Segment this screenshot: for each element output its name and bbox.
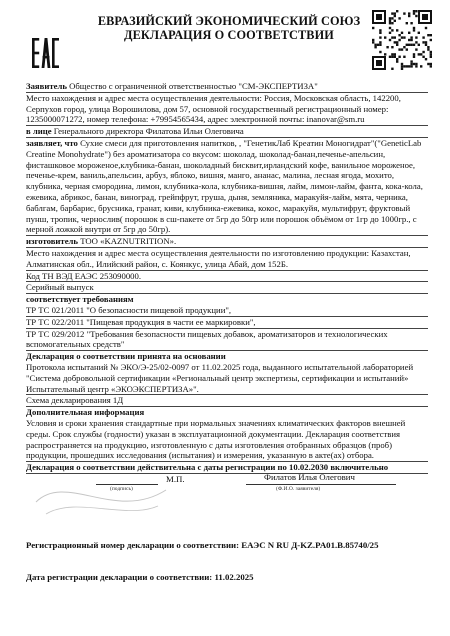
header [0, 0, 450, 80]
manufacturer-label: изготовитель [26, 236, 79, 247]
representative-row [26, 126, 428, 138]
applicant-address: Место нахождения и адрес места осуществления деятельности: Россия, Московская область, 142200, Серпухов город, улица Ворошилова, дом 57, основной государственный регистрационный номер: 1235000071272, номер телефона: +79954565434, адрес электронной почты: inanovar@sm.ru [26, 93, 428, 126]
registration-date-label: Дата регистрации декларации о соответствии: [26, 572, 213, 582]
manufacturer-name: ТОО «KAZNUTRITION». [80, 236, 177, 247]
validity-statement: Декларация о соответствии действительна с даты регистрации по 10.02.2030 включительно [26, 462, 428, 474]
declaration-statement [26, 138, 428, 236]
requirements-label: соответствует требованиям [26, 294, 134, 305]
declaration-scheme: Схема декларирования 1Д [26, 395, 428, 407]
registration-date-row [26, 572, 428, 582]
registration-date: 11.02.2025 [214, 572, 254, 582]
qr-code-icon[interactable] [370, 8, 434, 72]
manufacturer-row [26, 236, 428, 248]
stamp-icon [26, 462, 176, 532]
requirement-item: ТР ТС 029/2012 "Требования безопасности пищевых добавок, ароматизаторов и технологических вспомогательных средств" [26, 329, 428, 352]
basis-text: Протокола испытаний № ЭКО/Э-25/02-0097 от 11.02.2025 года, выданного испытательной лабораторией "Система добровольной сертификации «Региональный центр экспертизы, сертификации и испытаний» Испытательный центр «ЭКОЭКСПЕРТИЗА»". [26, 362, 428, 395]
representative-name: Генерального директора Филатова Ильи Олеговича [53, 126, 244, 137]
signature-caption: (подпись) [110, 486, 133, 492]
registration-number: ЕАЭС N RU Д-KZ.PA01.B.85740/25 [241, 540, 379, 550]
additional-info-text: Условия и сроки хранения стандартные при нормальных значениях климатических факторов внешней среды. Срок службы (годности) указан в эксплуатационной документации. Декларация соответствия распространяется на продукцию, изготовленную с даты изготовления отобранных образцов (проб) продукции, прошедших исследования (испытания) и измерения, указанную в акте(ах) отбора. [26, 418, 428, 462]
name-caption: (Ф.И.О. заявителя) [276, 486, 321, 492]
requirement-item: ТР ТС 021/2011 "О безопасности пищевой продукции", [26, 305, 428, 317]
basis-label: Декларация о соответствии принята на основании [26, 351, 226, 362]
applicant-label: Заявитель [26, 81, 67, 91]
registration-number-label: Регистрационный номер декларации о соответствии: [26, 540, 240, 550]
representative-label: в лице [26, 126, 52, 137]
document-title [96, 14, 362, 42]
declaration-body [26, 81, 428, 474]
requirement-item: ТР ТС 022/2011 "Пищевая продукция в части ее маркировки", [26, 317, 428, 329]
mp-label: М.П. [166, 474, 185, 484]
tnved-code: Код ТН ВЭД ЕАЭС 253090000. [26, 271, 428, 283]
registration-number-row [26, 540, 428, 550]
applicant-name: Общество с ограниченной ответственностью "СМ-ЭКСПЕРТИЗА" [69, 81, 318, 91]
manufacturer-address: Место нахождения и адрес места осуществления деятельности по изготовлению продукции: Казахстан, Алматинская обл., Илийский район, с. Коянкус, улица Абай, дом 152Б. [26, 248, 428, 271]
signature-line [96, 484, 158, 485]
applicant-row [26, 81, 428, 93]
name-line [246, 484, 396, 485]
title-line-2: ДЕКЛАРАЦИЯ О СООТВЕТСТВИИ [124, 28, 334, 42]
product-description: Сухие смеси для приготовления напитков, , "ГенетикЛаб Креатин Моногидрат"("GeneticLab Creatine Monohydrate") без ароматизатора со вкусом: шоколад, шоколад-банан,печенье-апельсин, фисташковое мороженое,клубника-банан, шоколадный бисквит,ирландский кофе, ванильное мороженое, печенье-крем, ваниль,апельсин, арбуз, яблоко, вишня, манго, ананас, малина, лесная ягода, мохито, клубника, черная смородина, лимон, клубника-кола, клубника-вишня, лайм, лимон-лайм, фанта, кока-кола, ежевика, абрикос, банан, виноград, грейпфрут, груша, дыня, земляника, маракуйя-лайм, мята, черника, баблгам, барбарис, брусника, гранат, киви, клубника-ежевика, кокос, маракуйя, мультифрут, фруктовый пунш, тропик, чернослив( порошок в сш-пакете от 5гр до 50гр или порошок объёмом от 1гр до 1000гр., с мерной ложкой внутри от 5гр до 50гр). [26, 137, 423, 235]
declares-label: заявляет, что [26, 137, 78, 148]
title-line-1: ЕВРАЗИЙСКИЙ ЭКОНОМИЧЕСКИЙ СОЮЗ [97, 14, 361, 28]
signature-block [26, 462, 428, 522]
batch-type: Серийный выпуск [26, 282, 428, 294]
additional-info-label: Дополнительная информация [26, 407, 145, 418]
registration-footer [26, 540, 428, 582]
eac-mark-icon [32, 38, 59, 68]
signatory-name: Филатов Илья Олегович [264, 472, 355, 482]
